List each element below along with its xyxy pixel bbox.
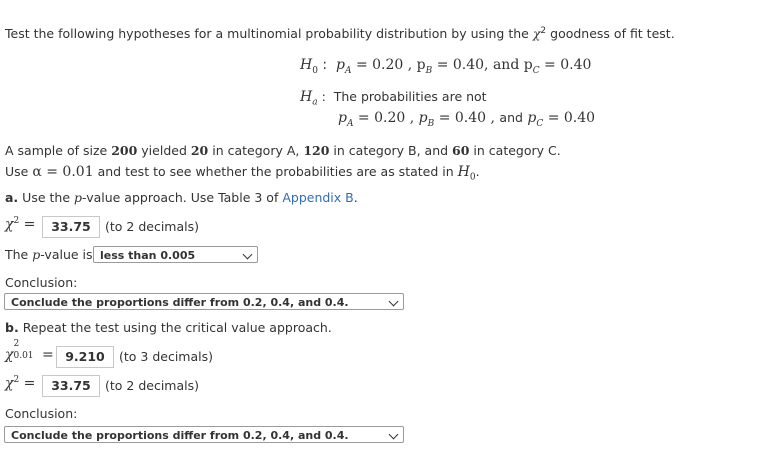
- chevron-down-icon: [243, 250, 253, 260]
- chevron-down-icon: [389, 297, 399, 307]
- sample-t1: A sample of size: [5, 143, 108, 158]
- count-a: 20: [190, 143, 209, 158]
- part-b-text: Repeat the test using the critical value approach.: [22, 320, 332, 335]
- h0-expr2: = 0.40, and p: [436, 57, 533, 73]
- conclusion-selected-a: Conclude the proportions differ from 0.2, 0.4, and 0.4.: [11, 296, 349, 309]
- question-intro: [5, 26, 675, 41]
- alpha-h-sub: 0: [469, 172, 476, 183]
- ha-line1: The probabilities are not: [333, 89, 487, 104]
- alpha-t2: and test to see whether the probabilities are as stated in: [97, 164, 454, 179]
- part-b-label: b.: [5, 320, 19, 335]
- count-b: 120: [303, 143, 330, 158]
- alpha-end: .: [475, 164, 480, 179]
- crit-hint: (to 3 decimals): [119, 349, 213, 364]
- ha-sub: a: [312, 97, 318, 108]
- chi-symbol-a: χ: [5, 216, 14, 233]
- part-a-end: .: [353, 190, 358, 205]
- critical-value-answer[interactable]: 9.210: [56, 346, 114, 368]
- chi-superscript: 2: [540, 26, 547, 36]
- h0-sub-a: A: [345, 65, 352, 76]
- equals-b: =: [23, 375, 36, 392]
- h0-colon: :: [322, 57, 328, 73]
- ha-p1: p: [338, 110, 347, 126]
- part-b-heading: [5, 320, 332, 335]
- equals-crit: =: [41, 347, 54, 363]
- ha-eq2: = 0.40 ,: [438, 110, 495, 126]
- intro-tail: goodness of fit test.: [550, 26, 675, 42]
- h0-expr3: = 0.40: [544, 57, 592, 73]
- chi-hint-a: (to 2 decimals): [105, 219, 199, 234]
- sample-t5: in category C.: [473, 143, 561, 158]
- chi-symbol-crit: χ: [5, 347, 14, 363]
- alpha-h: H: [457, 164, 470, 180]
- pvalue-p: p: [32, 247, 41, 262]
- part-a-t1: Use the: [22, 190, 71, 205]
- pvalue-mid: -value is: [40, 247, 93, 262]
- ha-label: H: [300, 89, 313, 105]
- part-a-chi-label: [5, 216, 35, 233]
- chi-hint-b: (to 2 decimals): [105, 378, 199, 393]
- critical-value-label: [5, 339, 54, 363]
- h0-p: p: [336, 57, 345, 73]
- pvalue-select[interactable]: [93, 246, 258, 263]
- alpha-value: α = 0.01: [32, 164, 94, 180]
- ha-p3: p: [527, 110, 537, 126]
- alpha-description: [5, 164, 480, 183]
- conclusion-selected-b: Conclude the proportions differ from 0.2, 0.4, and 0.4.: [11, 429, 349, 442]
- ha-sub-b: B: [427, 118, 435, 129]
- part-a-t2: -value approach. Use Table 3 of: [82, 190, 279, 205]
- ha-and: and: [499, 110, 523, 125]
- intro-text: Test the following hypotheses for a multinomial probability distribution by using the: [5, 26, 529, 42]
- part-a-label: a.: [5, 190, 19, 205]
- alpha-t1: Use: [5, 164, 29, 179]
- alt-hypothesis: [300, 89, 487, 108]
- chi-sq-b: 2: [13, 375, 20, 385]
- ha-eq1: = 0.20 ,: [357, 110, 415, 126]
- ha-sub-a: A: [346, 118, 354, 129]
- part-a-p: p: [74, 190, 83, 205]
- null-hypothesis: [300, 57, 591, 76]
- sample-size: 200: [111, 143, 138, 158]
- sample-description: [5, 143, 561, 158]
- appendix-b-link[interactable]: Appendix B: [282, 190, 354, 205]
- pvalue-selected: less than 0.005: [100, 249, 196, 262]
- pvalue-prefix: The: [5, 247, 29, 262]
- ha-sub-c: C: [536, 118, 544, 129]
- sample-t2: yielded: [141, 143, 187, 158]
- part-b-chi-label: [5, 375, 35, 392]
- chi-crit-sub: 0.01: [13, 351, 34, 361]
- ha-eq3: = 0.40: [547, 110, 596, 126]
- ha-p2: p: [418, 110, 428, 126]
- h0-sub-b: B: [425, 65, 433, 76]
- chevron-down-icon: [389, 430, 399, 440]
- chi-sq-crit: 2: [13, 339, 20, 349]
- part-a-heading: [5, 190, 358, 205]
- chi-square-answer-a[interactable]: 33.75: [42, 216, 100, 238]
- h0-expr1: = 0.20 , p: [355, 57, 426, 73]
- h0-sub-c: C: [532, 65, 540, 76]
- pvalue-label: [5, 247, 93, 262]
- conclusion-select-a[interactable]: [4, 293, 404, 310]
- chi-square-answer-b[interactable]: 33.75: [42, 375, 100, 397]
- h0-label: H: [300, 57, 313, 73]
- h0-sub: 0: [312, 65, 318, 76]
- alt-hypothesis-values: [338, 110, 595, 129]
- conclusion-label-a: Conclusion:: [5, 275, 78, 290]
- chi-symbol: χ: [532, 26, 541, 42]
- conclusion-select-b[interactable]: [4, 426, 404, 443]
- conclusion-label-b: Conclusion:: [5, 406, 78, 421]
- chi-sq-a: 2: [13, 216, 20, 226]
- ha-colon: :: [321, 89, 326, 104]
- sample-t4: in category B, and: [333, 143, 449, 158]
- equals-a: =: [23, 216, 36, 233]
- chi-symbol-b: χ: [5, 375, 14, 392]
- count-c: 60: [452, 143, 470, 158]
- sample-t3: in category A,: [212, 143, 300, 158]
